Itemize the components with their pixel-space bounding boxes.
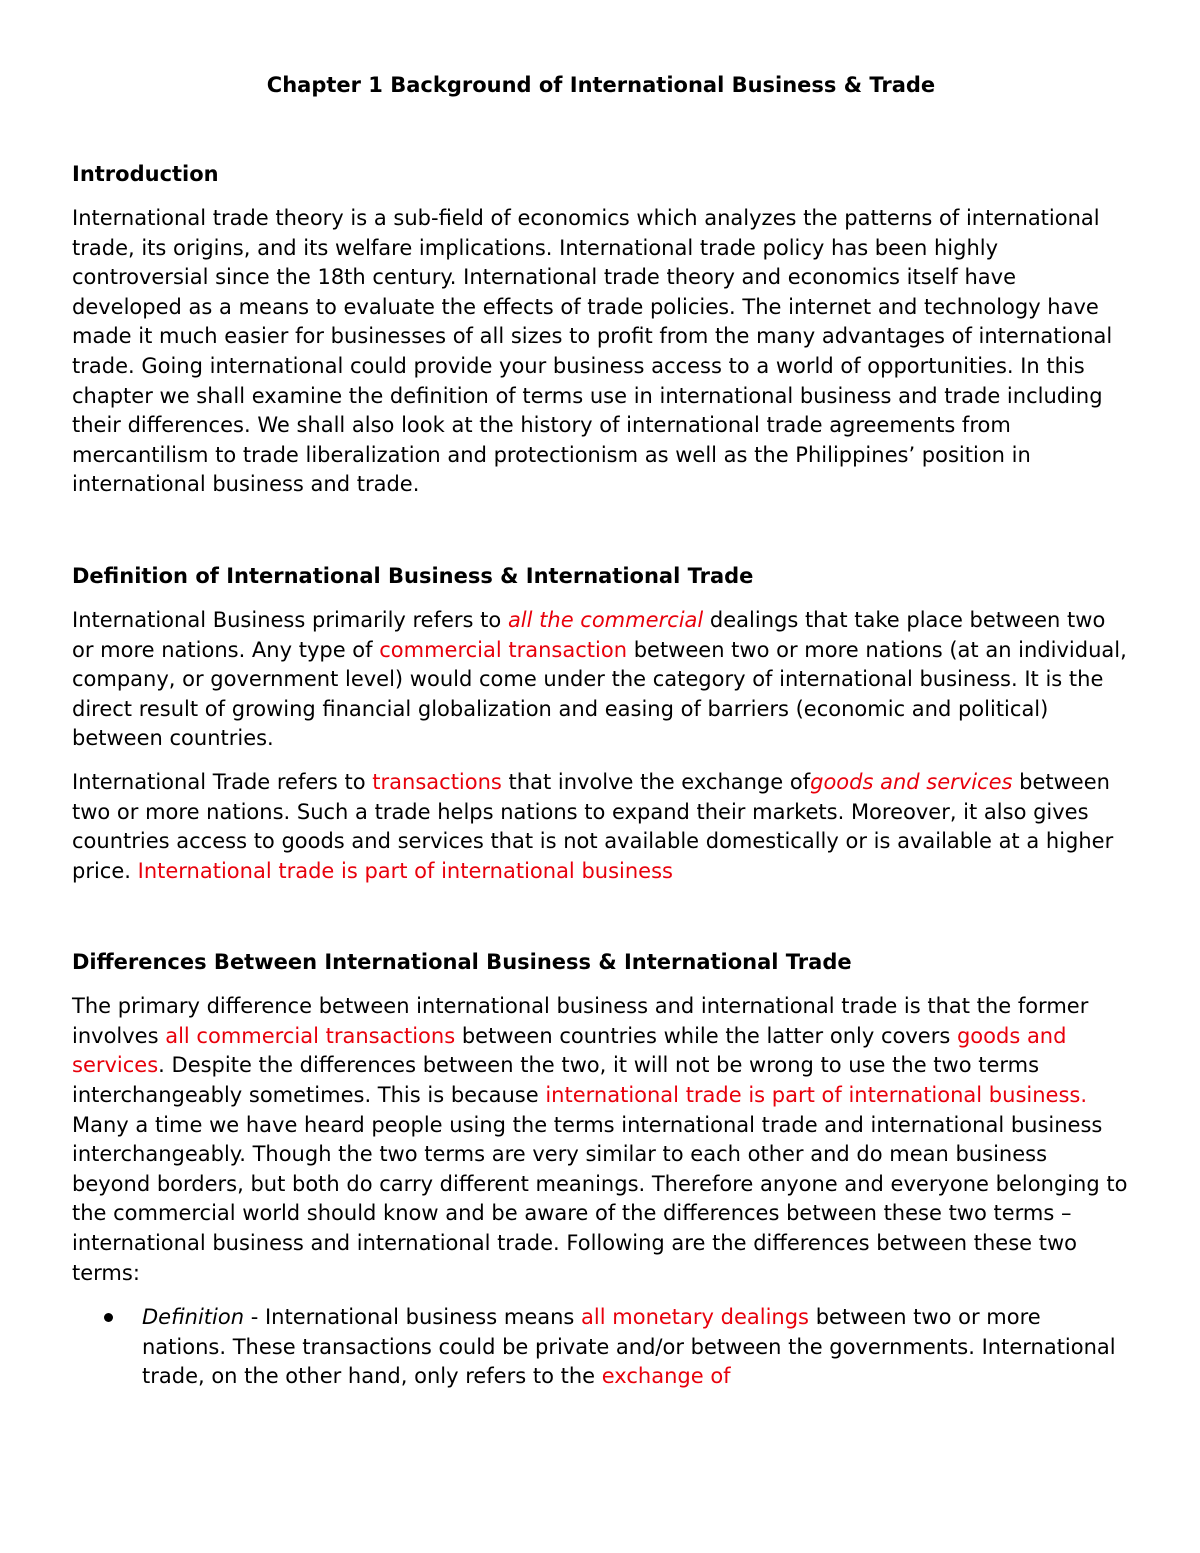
text-run: Many a time we have heard people using the terms international trade and international business interchangeably. Though the two terms are very similar to each other and do mean business beyond borders, but both do carry different meanings. Therefore anyone and everyone belonging to the commercial world should know and be aware of the differences between these two terms – international business and international trade. Following are the differences between these two terms:	[72, 1112, 1128, 1285]
highlight-text: transactions	[372, 769, 502, 794]
chapter-title: Chapter 1 Background of International Business & Trade	[266, 73, 936, 97]
highlight-text: commercial transaction	[379, 637, 628, 662]
text-run: between countries while the latter only covers	[455, 1023, 957, 1048]
definition-trade-paragraph	[72, 768, 1130, 886]
highlight-text: all commercial transactions	[165, 1023, 456, 1048]
highlight-text: all the commercial	[507, 607, 704, 632]
introduction-heading: Introduction	[72, 162, 219, 186]
highlight-text: goods and services	[810, 769, 1013, 794]
list-item	[72, 1303, 1130, 1392]
bullet-label: Definition	[142, 1305, 245, 1330]
text-run: The primary difference between international business and international trade is that the former involves	[72, 994, 1089, 1048]
bullet-icon	[104, 1313, 113, 1322]
highlight-text: International trade is part of international business	[137, 858, 673, 883]
introduction-paragraph: International trade theory is a sub-field of economics which analyzes the patterns of international trade, its origins, and its welfare implications. International trade policy has been highly controversial since the 18th century. International trade theory and economics itself have developed as a means to evaluate the effects of trade policies. The internet and technology have made it much easier for businesses of all sizes to profit from the many advantages of international trade. Going international could provide your business access to a world of opportunities. In this chapter we shall examine the definition of terms use in international business and trade including their differences. We shall also look at the history of international trade agreements from mercantilism to trade liberalization and protectionism as well as the Philippines’ position in international business and trade.	[72, 206, 1113, 497]
definition-heading: Definition of International Business & International Trade	[72, 563, 754, 588]
differences-bullet-list	[72, 1303, 1130, 1392]
highlight-text: goods and services	[72, 1023, 1067, 1078]
highlight-text: international trade is part of international business.	[545, 1083, 1088, 1108]
highlight-text: exchange of	[601, 1364, 731, 1389]
text-run: International Trade refers to	[72, 769, 373, 794]
text-run: International Business primarily refers to	[72, 607, 508, 632]
highlight-text: all monetary dealings	[581, 1305, 810, 1330]
text-run: . Despite the differences between the two, it will not be wrong to use the two terms interchangeably sometimes. This is because	[72, 1053, 1040, 1108]
differences-paragraph	[72, 992, 1130, 1288]
text-run: between two or more nations. Such a trade helps nations to expand their markets. Moreover, it also gives countries access to goods and services that is not available domestically or is available at a higher price.	[72, 769, 1114, 883]
definition-business-paragraph	[72, 606, 1130, 754]
text-run: between two or more nations. These transactions could be private and/or between the governments. International trade, on the other hand, only refers to the	[142, 1305, 1116, 1389]
text-run: dealings that take place between two or more nations. Any type of	[72, 607, 1106, 662]
text-run: between two or more nations (at an individual, company, or government level) would come under the category of international business. It is the direct result of growing financial globalization and easing of barriers (economic and political) between countries.	[72, 637, 1127, 751]
text-run: that involve the exchange of	[501, 769, 811, 794]
text-run: - International business means	[244, 1305, 582, 1330]
differences-heading: Differences Between International Business & International Trade	[72, 950, 852, 975]
